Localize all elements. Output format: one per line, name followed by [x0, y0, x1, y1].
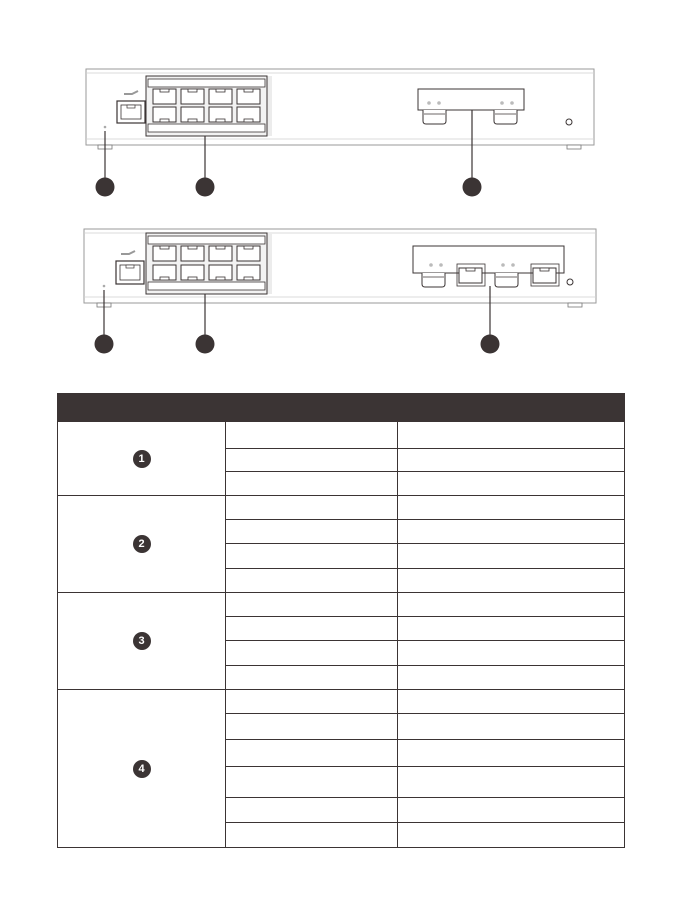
table-cell	[398, 520, 625, 544]
table-cell	[398, 740, 625, 767]
table-cell	[398, 593, 625, 617]
callout-marker-a1	[96, 178, 115, 197]
table-cell	[226, 714, 398, 740]
system-led-a	[104, 126, 107, 129]
table-cell	[226, 569, 398, 593]
table-cell	[226, 666, 398, 690]
table-group-cell	[58, 593, 226, 690]
table-cell	[226, 422, 398, 449]
table-cell	[398, 449, 625, 472]
callout-badge-2: 2	[133, 535, 151, 553]
table-cell	[226, 617, 398, 641]
table-cell	[226, 767, 398, 798]
callout-badge-4: 4	[133, 760, 151, 778]
callout-marker-b3	[481, 335, 500, 354]
table-row	[58, 690, 625, 714]
switch-front-panel-diagrams	[0, 0, 680, 390]
rj45-port-block-b	[146, 233, 272, 294]
table-cell	[398, 472, 625, 496]
callout-marker-a3	[463, 178, 482, 197]
table-cell	[226, 593, 398, 617]
table-header-row	[58, 394, 625, 422]
callout-badge-1: 1	[133, 450, 151, 468]
led-indicator-table	[57, 393, 625, 848]
table-cell	[398, 690, 625, 714]
table-cell	[398, 422, 625, 449]
table-cell	[226, 520, 398, 544]
table-cell	[226, 496, 398, 520]
table-row	[58, 496, 625, 520]
table-cell	[398, 496, 625, 520]
table-cell	[398, 666, 625, 690]
table-cell	[226, 823, 398, 848]
system-led-b	[103, 285, 106, 288]
table-cell	[226, 740, 398, 767]
table-group-cell	[58, 496, 226, 593]
callout-marker-a2	[196, 178, 215, 197]
switch-a	[86, 69, 594, 197]
table-cell	[398, 714, 625, 740]
table-cell	[226, 641, 398, 666]
callout-badge-3: 3	[133, 632, 151, 650]
reset-button-a	[566, 119, 572, 125]
table-cell	[226, 690, 398, 714]
table-cell	[398, 823, 625, 848]
table-group-cell	[58, 690, 226, 848]
callout-marker-b2	[196, 335, 215, 354]
table-cell	[398, 617, 625, 641]
table-row	[58, 422, 625, 449]
table-header-cell	[398, 394, 625, 422]
table-cell	[398, 641, 625, 666]
table-cell	[226, 472, 398, 496]
table-cell	[226, 449, 398, 472]
table-cell	[398, 569, 625, 593]
switch-b	[84, 229, 596, 354]
table-header-cell	[226, 394, 398, 422]
table-cell	[398, 767, 625, 798]
table-cell	[226, 544, 398, 569]
table-cell	[398, 544, 625, 569]
table-row	[58, 593, 625, 617]
rj45-port-block-a	[146, 76, 272, 136]
callout-marker-b1	[95, 335, 114, 354]
table-cell	[398, 798, 625, 823]
table-cell	[226, 798, 398, 823]
reset-button-b	[567, 279, 573, 285]
table-group-cell	[58, 422, 226, 496]
table-header-cell	[58, 394, 226, 422]
